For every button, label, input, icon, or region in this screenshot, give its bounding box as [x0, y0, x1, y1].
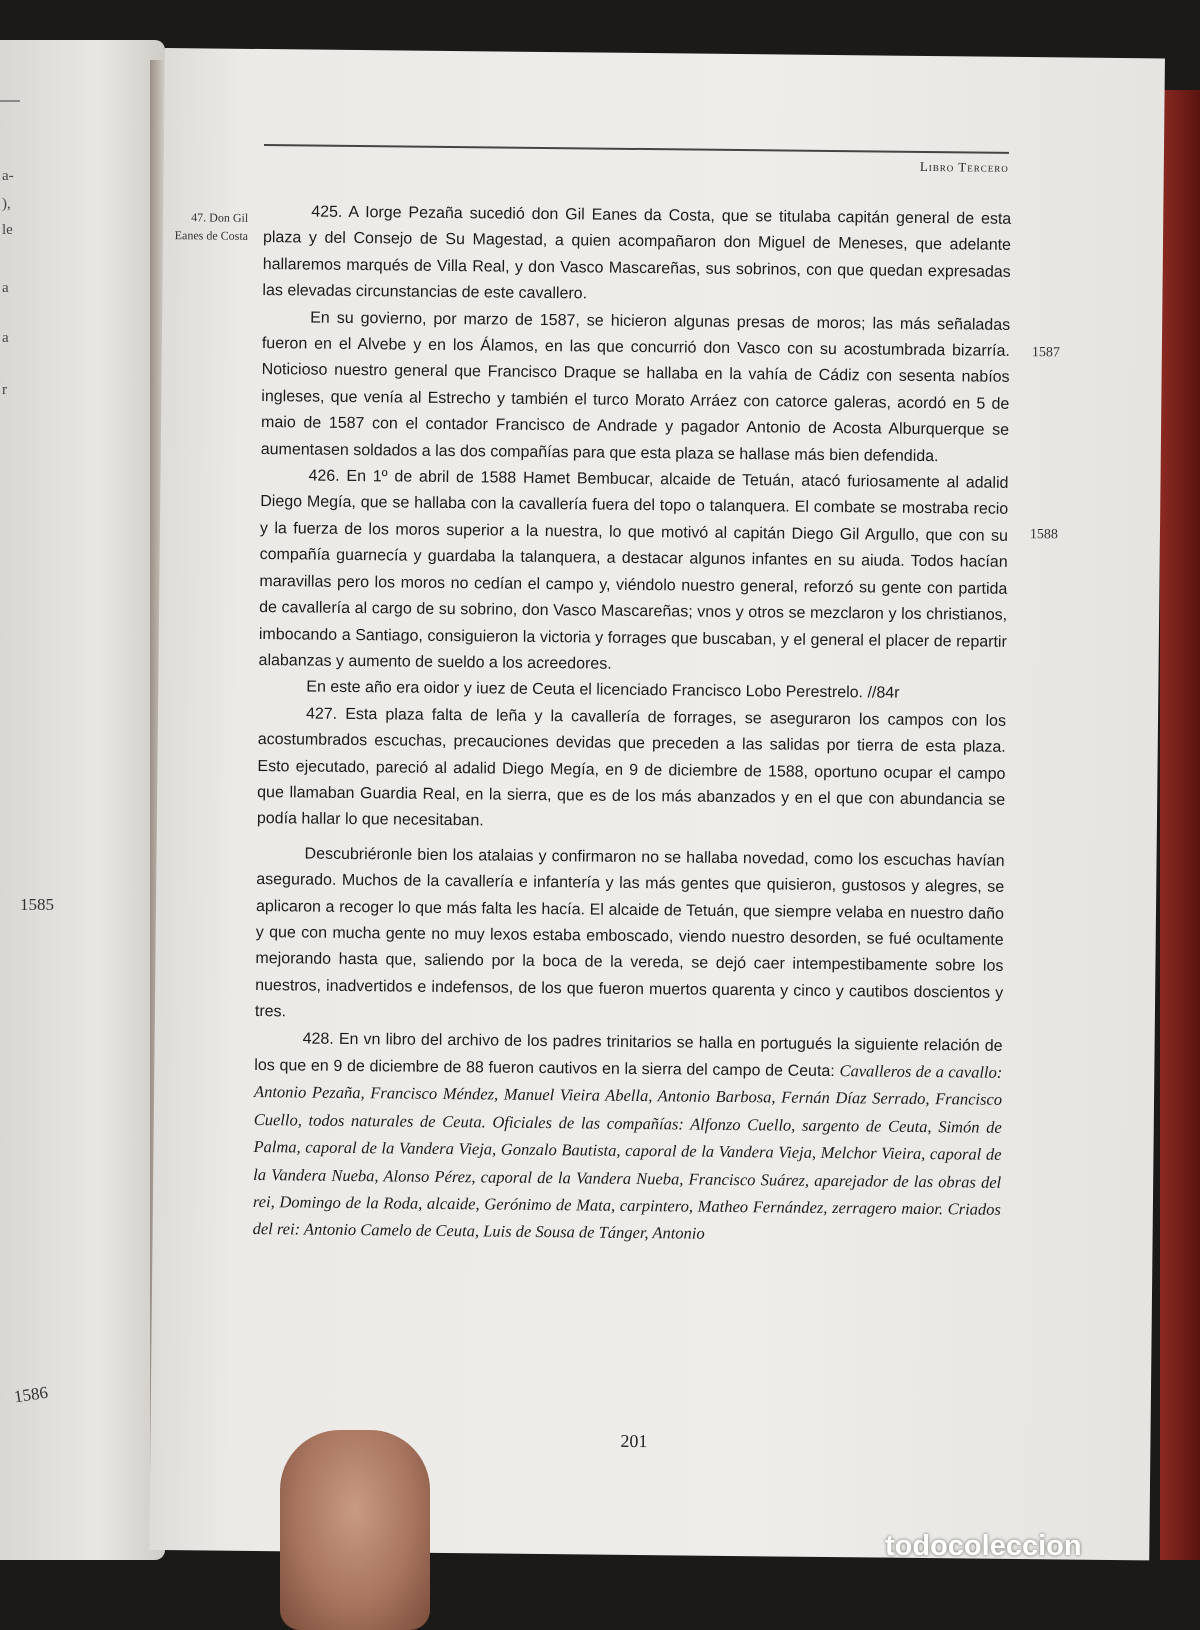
- thumb: [280, 1430, 430, 1630]
- right-page: [149, 48, 1165, 1560]
- paragraph-425: 425. A Iorge Pezaña sucedió don Gil Eanes da Costa, que se titulaba capitán general de esta plaza y del Consejo de Su Magestad, a quien acompañaron don Miguel de Meneses, que adelante hallaremos marqués de Villa Real, y don Vasco Mascareñas, sus sobrinos, con que quedan expresadas las elevadas circunstancias de este cavallero.: [262, 203, 1012, 303]
- header-rule: [264, 144, 1009, 154]
- left-page-fragment: le: [2, 222, 13, 238]
- body-text: [252, 199, 1011, 1252]
- paragraph-426: 426. En 1º de abril de 1588 Hamet Bembucar, alcaide de Tetuán, atacó furiosamente al adalid Diego Megía, que se hallaba con la cavallería fuera del topo o talanquera. El combate se mostraba recio y la fuerza de los moros superior a la nuestra, lo que motivó al capitán Diego Gil Argullo, que con su compañía guarnecía y guardaba la talanquera, a destacar algunos infantes en su aiuda. Todos hacían maravillas pero los moros no cedían el campo y, viéndolo nuestro general, reforzó su gente con partida de cavallería al cargo de su sobrino, don Vasco Mascareñas; vnos y otros se mezclaron y los christianos, imbocando a Santiago, consiguieron la victoria y forrages que buscaban, y el general el placer de repartir alabanzas y aumento de sueldo a los acreedores.: [258, 467, 1009, 673]
- left-page-fragment: ),: [2, 196, 11, 212]
- book-cover-edge: [1160, 90, 1200, 1560]
- left-margin-year: 1585: [20, 895, 54, 914]
- paragraph-427: 427. Esta plaza falta de leña y la cavallería de forrages, se aseguraron los campos con los acostumbrados escuchas, precauciones devidas que preceden a las salidas por tierra de esta plaza. Esto ejecutado, pareció al adalid Diego Megía, en 9 de diciembre de 1588, oportuno ocupar el campo que llamaban Guardia Real, en la sierra, que es de los más abanzados y en el que con abundancia se podía hallar lo que necesitaban.: [256, 705, 1007, 830]
- paragraph: En este año era oidor y iuez de Ceuta el licenciado Francisco Lobo Perestrelo. //84r: [306, 678, 900, 703]
- paragraph: Descubriéronle bien los atalaias y confirmaron no se hallaba novedad, como los escuchas havían asegurado. Muchos de la cavallería e infantería y las más gentes que quisieron, gustosos y alegres, se aplicaron a recoger lo que más falta les hacía. El alcaide de Tetuán, que siempre velaba en nuestro daño y que con mucha gente no muy lexos estaba emboscado, viendo nuestro desorden, se fué ocultamente mejorando hasta que, saliendo por la boca de la vereda, se dejó caer intempestibamente sobre los nuestros, inadvertidos e indefensos, de los que fueron muertos quarenta y cinco y cautibos doscientos y tres.: [254, 845, 1005, 1021]
- left-page-fragment: r: [2, 382, 7, 398]
- paragraph-428-italic: Cavalleros de a cavallo: Antonio Pezaña, Francisco Méndez, Manuel Vieira Abella, Antonio Barbosa, Fernán Díaz Serrado, Francisco Cuello, todos naturales de Ceuta. Oficiales de las compañías: Alfonzo Cuello, sargento de Ceuta, Simón de Palma, caporal de la Vandera Vieja, Gonzalo Bautista, caporal de la Vandera Vieja, Melchor Vieira, caporal de la Vandera Nueba, Alonso Pérez, caporal de la Vandera Nueba, Francisco Suárez, aparejador de las obras del rei, Domingo de la Roda, alcaide, Gerónimo de Mata, carpintero, Matheo Fernández, zerragero maior. Criados del rei: Antonio Camelo de Ceuta, Luis de Sousa de Tánger, Antonio: [252, 1061, 1003, 1244]
- left-page-rule: [0, 100, 20, 102]
- left-page: [0, 40, 165, 1560]
- left-page-fragment: a-: [2, 168, 14, 184]
- watermark-logo: todocoleccion: [885, 1530, 1082, 1562]
- left-page-fragment: a: [2, 330, 9, 346]
- margin-note: 47. Don Gil Eanes de Costa: [174, 210, 249, 243]
- running-head: Libro Tercero: [919, 158, 1009, 175]
- margin-year: 1587: [1031, 345, 1060, 361]
- paragraph: En su govierno, por marzo de 1587, se hicieron algunas presas de moros; las más señaladas fueron en el Alvebe y en los Álamos, en las que concurrió don Vasco con su acostumbrada bizarría. Noticioso nuestro general que Francisco Draque se hallaba en la vahía de Cádiz con sesenta nabíos ingleses, que venía al Estrecho y también el turco Morato Arráez con catorce galeras, acordó en 5 de maio de 1587 con el contador Francisco de Andrade y pagador Antonio de Acosta Alburquerque se aumentasen soldados a las dos compañías para que esta plaza se hallase más bien defendida.: [260, 309, 1011, 465]
- paragraph-428-roman: 428. En vn libro del archivo de los padres trinitarios se halla en portugués la siguiente relación de los que en 9 de diciembre de 88 fueron cautivos en la sierra del campo de Ceuta:: [254, 1030, 1003, 1081]
- margin-year: 1588: [1029, 527, 1059, 543]
- paragraph-428: [252, 1026, 1002, 1252]
- page-number: 201: [620, 1430, 648, 1452]
- left-margin-year: 1586: [12, 1382, 50, 1407]
- left-page-fragment: a: [2, 280, 9, 296]
